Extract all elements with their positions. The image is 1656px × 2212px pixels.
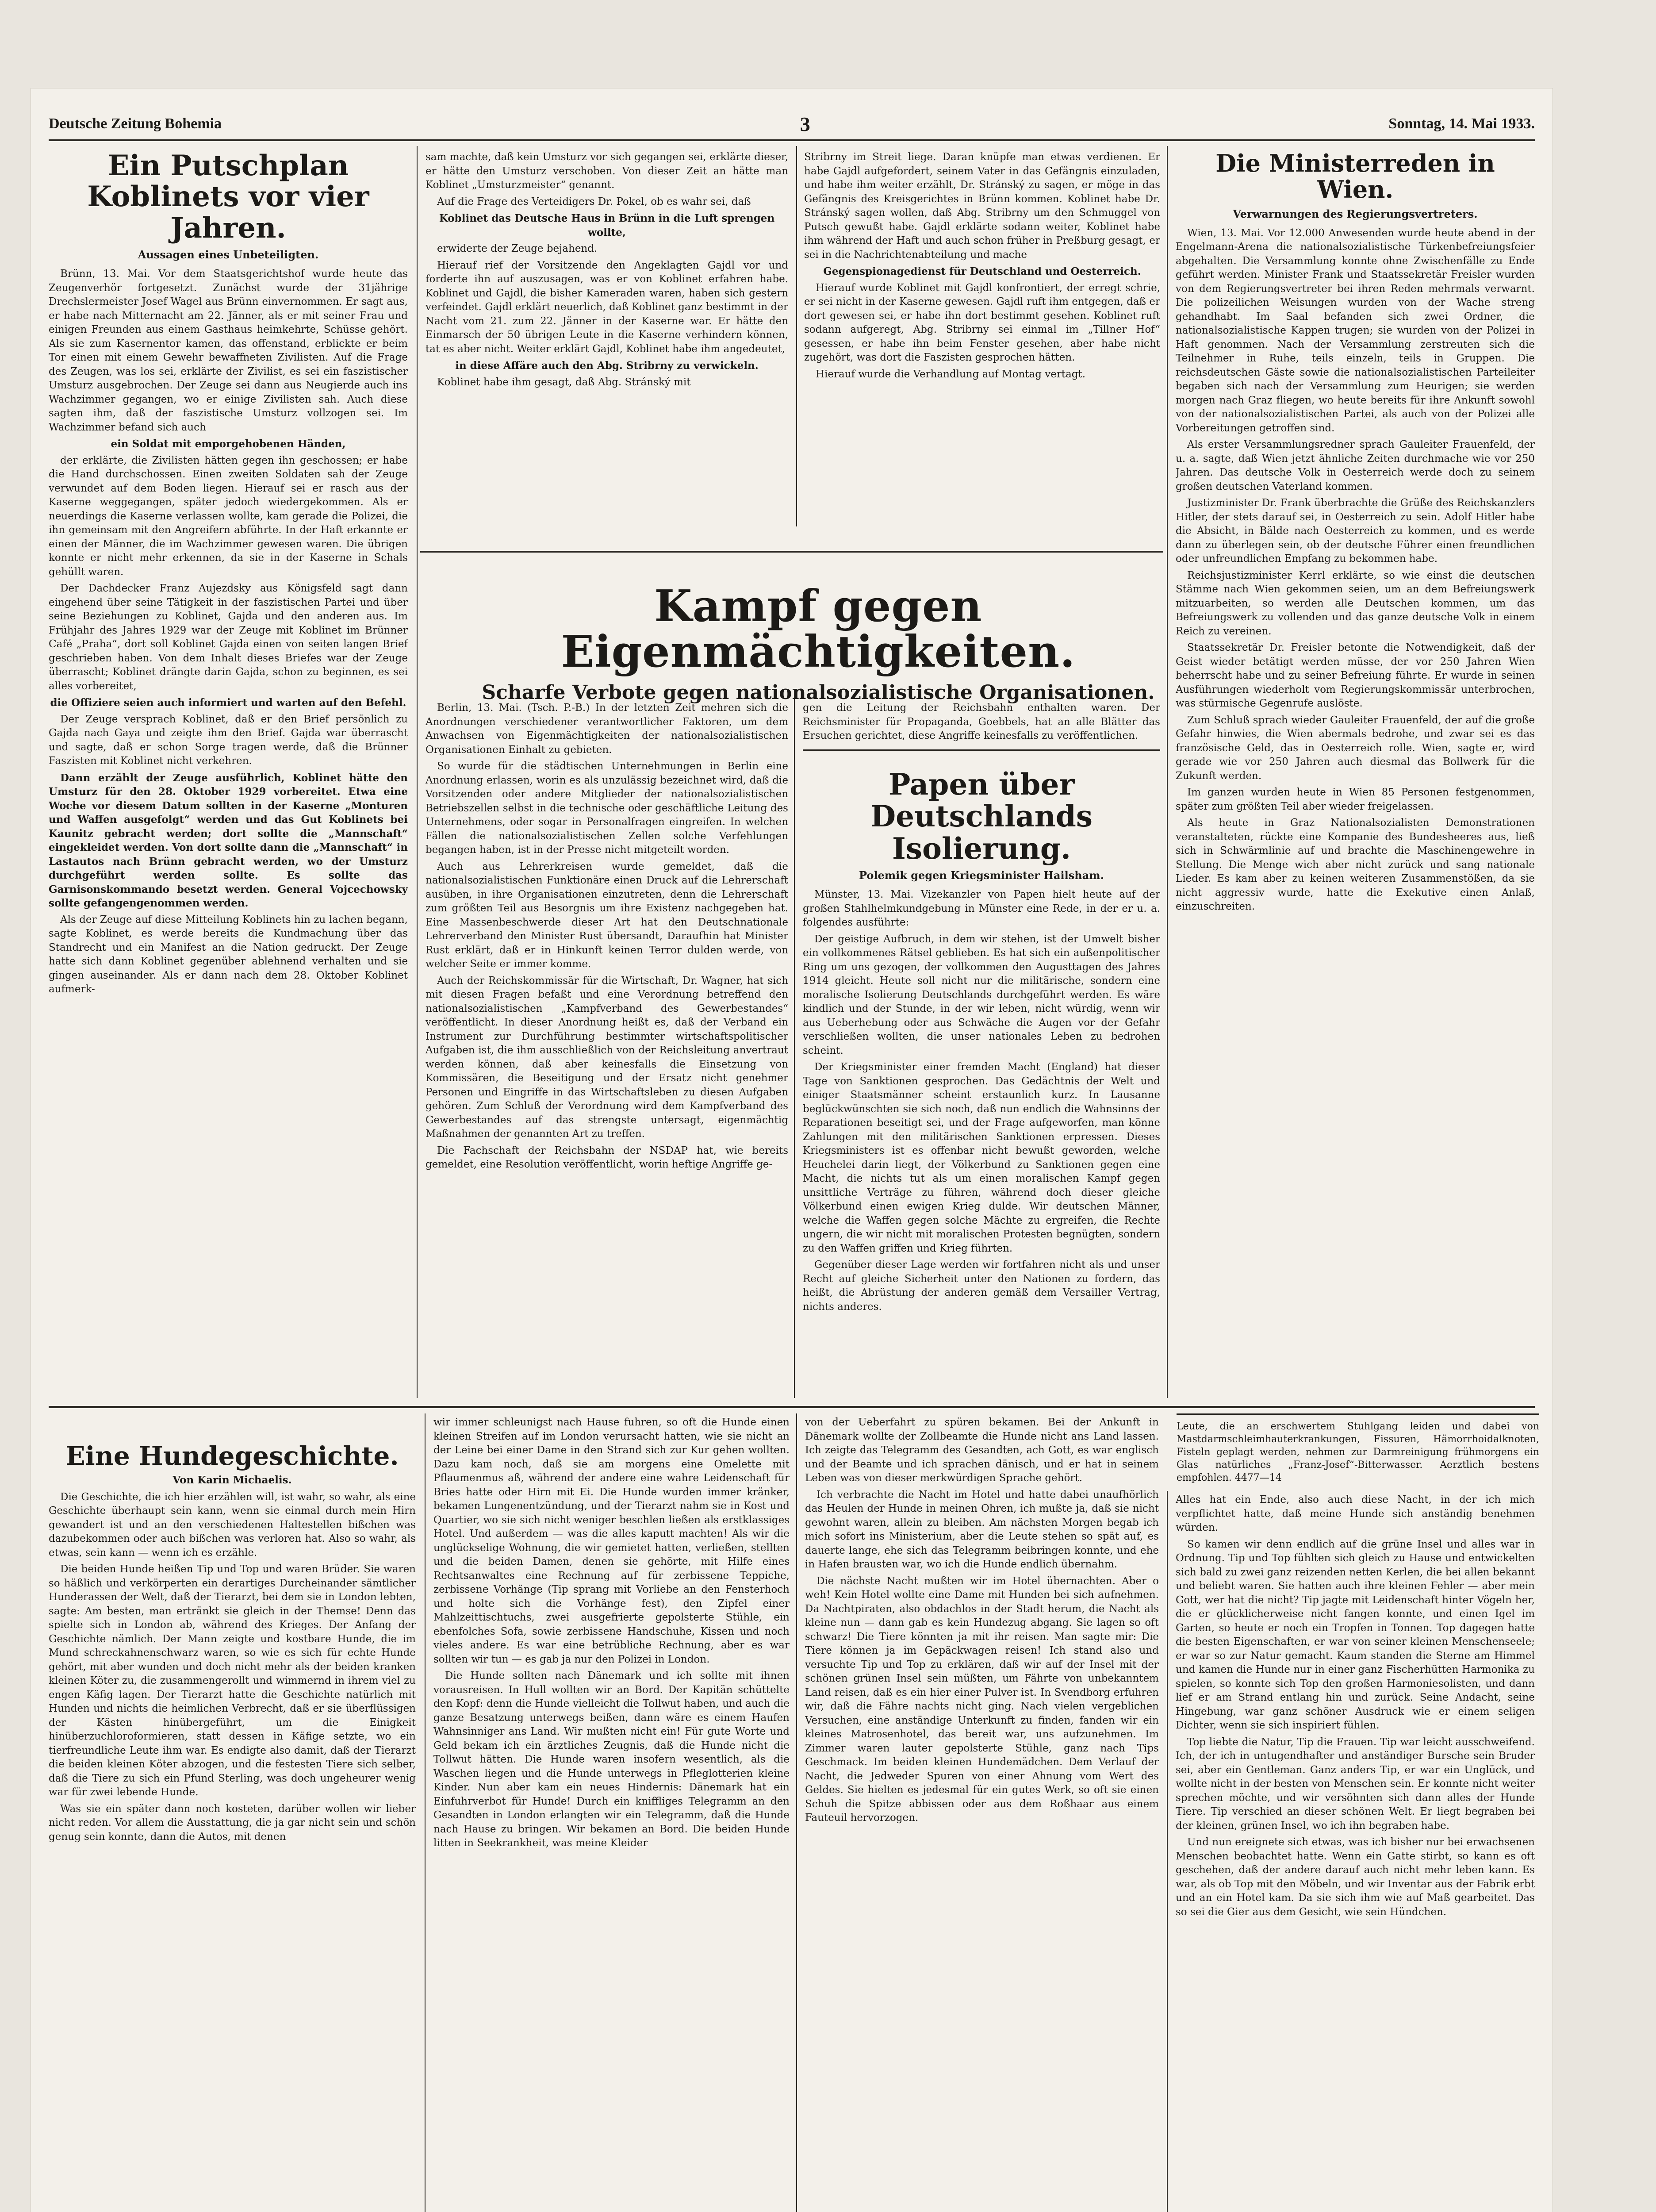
- masthead: [49, 111, 1535, 137]
- article-ministerreden: [1176, 150, 1535, 1411]
- column-rule: [417, 146, 418, 1398]
- article-subheadline: Verwarnungen des Regierungsvertreters.: [1233, 207, 1478, 220]
- article-kampf: [426, 701, 788, 1398]
- article-paragraph: Als der Zeuge auf diese Mitteilung Koblinets hin zu lachen begann, sagte Koblinet, es werde bereits die Kundmachung über das Standrecht und ein Manifest an die Nation gedruckt. Der Zeuge hatte sich dann Koblinet gegenüber ablehnend verhalten und sie gingen auseinander. Als er dann nach dem 28. Oktober Koblinet aufmerk-: [49, 914, 408, 995]
- article-interhead: Koblinet das Deutsche Haus in Brünn in die Luft sprengen wollte,: [439, 212, 775, 238]
- section-rule: [803, 749, 1160, 751]
- article-subheadline: Aussagen eines Unbeteiligten.: [138, 248, 319, 261]
- column-rule: [796, 146, 797, 526]
- article-paragraph: Hierauf wurde die Verhandlung auf Montag vertagt.: [816, 368, 1086, 380]
- article-paragraph: Brünn, 13. Mai. Vor dem Staatsgerichtshof wurde heute das Zeugenverhör fortgesetzt. Zunächst wurde der 31jährige Drechslermeister Josef Wagel aus Brünn einvernommen. Er sagt aus, er habe nach Mitternacht am 22. Jänner, als er mit seiner Frau und einigen Freunden aus einem Gasthaus heimkehrte, Schüsse gehört. Als sie zum Kasernentor kamen, das offenstand, erblickte er beim Tor einen mit einem Gewehr bewaffneten Zivilisten. Auf die Frage des Zeugen, was los sei, erklärte der Zivilist, es sei ein faszistischer Umsturz ausgebrochen. Der Zeuge sei dann aus Neugierde auch ins Wachzimmer gegangen, wo er einige Zivilisten sah. Auch diese sagten ihm, daß der faszistische Umsturz vollzogen sei. Im Wachzimmer befand sich auch: [49, 268, 408, 433]
- article-paragraph: Auch aus Lehrerkreisen wurde gemeldet, daß die nationalsozialistischen Funktionäre einen Druck auf die Lehrerschaft ausüben, in ihre Organisationen einzutreten, denn die Lehrerschaft zum größten Teil aus Besorgnis um ihre Existenz nachgegeben hat. Eine Massenbeschwerde dieser Art hat den Deutschnationale Lehrerverband den Minister Rust übersandt, Daraufhin hat Minister Rust erklärt, daß er in Hinkunft keinen Terror dulden werde, von welcher Seite er immer komme.: [426, 860, 788, 970]
- article-paragraph: So wurde für die städtischen Unternehmungen in Berlin eine Anordnung erlassen, worin es als unzulässig bezeichnet wird, daß die Vorsitzenden oder andere Mitglieder der nationalsozialistischen Betriebszellen selbst in die technische oder geschäftliche Leitung des Unternehmens, oder sogar in Personalfragen eingreifen. In welchen Fällen die nationalsozialistischen Zellen solche Verfehlungen begangen haben, ist in der Presse nicht mitgeteilt worden.: [426, 760, 788, 856]
- article-putschplan: [49, 150, 408, 1398]
- article-paragraph: der erklärte, die Zivilisten hätten gegen ihn geschossen; er habe die Hand durchschossen. Einen zweiten Soldaten sah der Zeuge verwundet auf dem Boden liegen. Hierauf sei er rasch aus der Kaserne weggegangen, später jedoch wiedergekommen. Als er neuerdings die Kaserne verlassen wollte, kam gerade die Polizei, die ihn gemeinsam mit den Angreifern abführte. In der Haft erkannte er einen der Männer, die im Wachzimmer gewesen waren. Die übrigen konnte er nicht mehr erkennen, da sie in der Kaserne in Schals gehüllt waren.: [49, 454, 408, 578]
- article-paragraph: Stribrny im Streit liege. Daran knüpfe man etwas verdienen. Er habe Gajdl aufgefordert, seinem Vater in das Gefängnis einzuladen, und habe ihm weiter erzählt, Dr. Stránský zu sagen, er möge in das Gefängnis des Kreisgerichtes in Brünn kommen. Koblinet habe Dr. Stránský sagen wollen, daß Abg. Stribrny um den Schmuggel von Putsch gewußt habe. Gajdl erklärte sodann weiter, Koblinet habe ihm während der Haft und auch schon früher in Preßburg gesagt, er sei in die Nachrichtenabteilung und mache: [804, 151, 1160, 261]
- story-paragraph: Was sie ein später dann noch kosteten, darüber wollen wir lieber nicht reden. Vor allem die Ausstattung, die ja gar nicht sein und schön genug sein konnte, dann die Autos, mit denen: [49, 1803, 416, 1843]
- article-paragraph: gen die Leitung der Reichsbahn enthalten waren. Der Reichsminister für Propaganda, Goebbels, hat an alle Blätter das Ersuchen gerichtet, diese Angriffe keinesfalls zu veröffentlichen.: [803, 702, 1160, 741]
- story-headline: Eine Hundegeschichte.: [65, 1441, 399, 1471]
- story-paragraph: Die Geschichte, die ich hier erzählen will, ist wahr, so wahr, als eine Geschichte überhaupt sein kann, wenn sie einmal durch mein Hirn gewandert ist und an den verschiedenen Haltestellen bißchen was dazubekommen oder auch bißchen was verloren hat. Also so wahr, als etwas, sein kann — wenn ich es erzähle.: [49, 1491, 416, 1559]
- article-paragraph: Hierauf wurde Koblinet mit Gajdl konfrontiert, der erregt schrie, er sei nicht in der Kaserne gewesen. Gajdl ruft ihm entgegen, daß er dort gewesen sei, er habe ihn dort bestimmt gesehen. Koblinet ruft sodann aufgeregt, Abg. Stribrny sei einmal im „Tillner Hof“ gesessen, er habe ihn beim Fenster gesehen, aber habe nicht zugehört, was dort die Faszisten gesprochen hätten.: [804, 282, 1160, 363]
- newspaper-page: [31, 88, 1552, 2212]
- story-paragraph: Ich verbrachte die Nacht im Hotel und hatte dabei unaufhörlich das Heulen der Hunde in meinen Ohren, ich mußte ja, daß sie nicht gewohnt waren, allein zu bleiben. Am nächsten Morgen begab ich mich sofort ins Ministerium, aber die Leute stehen so spät auf, es dauerte lange, ehe sich das Telegramm beibringen konnte, und ehe in Hafen brausten war, wo ich die Hunde endlich übernahm.: [805, 1489, 1159, 1570]
- story-paragraph: So kamen wir denn endlich auf die grüne Insel und alles war in Ordnung. Tip und Top fühlten sich gleich zu Hause und entwickelten sich bald zu zwei ganz reizenden netten Kerlen, die bei allen bekannt und beliebt waren. Sie hatten auch ihre kleinen Fehler — aber mein Gott, wer hat die nicht? Tip jagte mit Leidenschaft hinter Vögeln her, die er glücklicherweise nicht fangen konnte, und einen Igel im Garten, so heute er noch ein Tropfen in Tonnen. Top dagegen hatte die besten Eigenschaften, er war von seiner kleinen Menschenseele; er war so zur Natur gemacht. Kaum standen die Sterne am Himmel und kamen die Hunde nur in einer ganz Fischerhütten Harmonika zu spielen, so konnte sich Top den großen Harmoniesolisten, und dann lief er am Strand entlang hin und zurück. Seine Andacht, seine Hingebung, war ganz schöner Ausdruck wie er einem seligen Dichter, wenn sie sich inspiriert fühlen.: [1176, 1538, 1535, 1731]
- article-headline: Die Ministerreden in Wien.: [1215, 150, 1495, 204]
- article-interhead: die Offiziere seien auch informiert und warten auf den Befehl.: [50, 697, 406, 709]
- article-paragraph: sam machte, daß kein Umsturz vor sich gegangen sei, erklärte dieser, er hätte den Umsturz verschoben. Von dieser Zeit an hätte man Koblinet „Umsturzmeister“ genannt.: [426, 151, 788, 191]
- article-paragraph: Berlin, 13. Mai. (Tsch. P.-B.) In der letzten Zeit mehren sich die Anordnungen verschiedener verantwortlicher Faktoren, um dem Anwachsen von Eigenmächtigkeiten der nationalsozialistischen Organisationen Einhalt zu gebieten.: [426, 702, 788, 756]
- story-column-4: [1176, 1493, 1535, 2212]
- article-paragraph: Reichsjustizminister Kerrl erklärte, so wie einst die deutschen Stämme nach Wien gekommen seien, um an dem Befreiungswerk mitzuarbeiten, so werden alle Deutschen kommen, um das Befreiungswerk zu vollenden und das ganze deutsche Volk in einem Reich zu vereinen.: [1176, 569, 1535, 637]
- column-rule: [1167, 1491, 1168, 2212]
- article-paragraph: Als erster Versammlungsredner sprach Gauleiter Frauenfeld, der u. a. sagte, daß Wien jetzt ähnliche Zeiten durchmache wie vor 250 Jahren. Das deutsche Volk in Oesterreich werde doch zu seinem großen deutschen Vaterland kommen.: [1176, 439, 1535, 492]
- article-paragraph: Auch der Reichskommissär für die Wirtschaft, Dr. Wagner, hat sich mit diesen Fragen befaßt und eine Verordnung betreffend den nationalsozialistischen „Kampfverband des Gewerbestandes“ veröffentlicht. In dieser Anordnung heißt es, daß der Verband ein Instrument zur Durchführung bestimmter wirtschaftspolitischer Aufgaben ist, die ihm ausschließlich von der Reichsleitung anvertraut werden können, daß aber keinesfalls die Einsetzung von Kommissären, die Beseitigung und der Ersatz nicht genehmer Personen und Eingriffe in das Wirtschaftsleben zu diesen Aufgaben gehören. Zum Schluß der Verordnung wird dem Kampfverband des Gewerbestandes auf das strengste untersagt, eigenmächtig Maßnahmen der genannten Art zu treffen.: [426, 975, 788, 1140]
- article-interhead: in diese Affäre auch den Abg. Stribrny zu verwickeln.: [455, 360, 759, 372]
- article-paragraph: Justizminister Dr. Frank überbrachte die Grüße des Reichskanzlers Hitler, der stets darauf sei, in Oesterreich zu sein. Adolf Hitler habe die Absicht, in Bälde nach Oesterreich zu kommen, und es werde dann zu überlegen sein, ob der deutsche Führer einen freundlichen oder unfreundlichen Empfang zu bekommen habe.: [1176, 497, 1535, 565]
- story-paragraph: Alles hat ein Ende, also auch diese Nacht, in der ich mich verpflichtet hatte, daß meine Hunde sich anständig benehmen würden.: [1176, 1494, 1535, 1533]
- article-interhead: Gegenspionagedienst für Deutschland und Oesterreich.: [823, 265, 1141, 277]
- story-column-2: [433, 1416, 790, 2212]
- article-paragraph: Dann erzählt der Zeuge ausführlich, Koblinet hätte den Umsturz für den 28. Oktober 1929 vorbereitet. Etwa eine Woche vor diesem Datum sollten in der Kaserne „Monturen und Waffen ausgefolgt“ werden und das Gut Koblinets bei Kaunitz gebracht werden; dort sollte die „Mannschaft“ eingekleidet werden. Von dort sollte dann die „Mannschaft“ in Lastautos nach Brünn gebracht werden, wo der Umsturz durchgeführt werden sollte. Es sollte das Garnisonskommando besetzt werden. General Vojcechowsky sollte gefangengenommen werden.: [49, 772, 408, 910]
- papen-headline: Papen über Deutschlands Isolierung.: [870, 767, 1093, 866]
- article-paragraph: erwiderte der Zeuge bejahend.: [437, 243, 598, 254]
- article-putschplan-end: [804, 150, 1160, 540]
- article-paragraph: Der Dachdecker Franz Aujezdsky aus Königsfeld sagt dann eingehend über seine Tätigkeit in der faszistischen Partei und über seine Beziehungen zu Koblinet, Gajda und den anderen aus. Im Frühjahr des Jahres 1929 war der Zeuge mit Koblinet im Brünner Café „Praha“, dort soll Koblinet Gajda einen von seiten langen Brief geschrieben haben. Von dem Inhalt dieses Briefes war der Zeuge überrascht; Koblinet drängte darin Gajda, schon zu beginnen, es sei alles vorbereitet,: [49, 583, 408, 692]
- story-column-3: [805, 1416, 1159, 2212]
- article-paragraph: Als heute in Graz Nationalsozialisten Demonstrationen veranstalteten, rückte eine Kompanie des Bundesheeres aus, ließ sich in Schwärmlinie auf und brachte die Maschinengewehre in Stellung. Die Menge wich aber nicht zurück und sang nationale Lieder. Es kam aber zu keinen weiteren Zusammenstößen, da sie nicht aggressiv wurde, hatte die Exekutive einen Anlaß, einzuschreiten.: [1176, 817, 1535, 913]
- story-paragraph: Die nächste Nacht mußten wir im Hotel übernachten. Aber o weh! Kein Hotel wollte eine Dame mit Hunden bei sich aufnehmen. Da Nachtpiraten, also obdachlos in der Stadt herum, die Nacht als kleine nun — dann gab es kein Hundezug abgang. Sie lagen so oft schwarz! Die Tiere könnten ja mit ihr reisen. Man sagte mir: Die Tiere können ja im Gepäckwagen reisen! Ich stand also und versuchte Tip und Top zu erklären, daß wir auf der Insel mit der schönen grünen Insel sein müßten, um Fährte von unbekanntem Land reisen, daß es ein hier einer Pulver ist. In Svendborg erfuhren wir, daß die Fähre nachts nicht ging. Nach vielen vergeblichen Versuchen, eine anständige Unterkunft zu finden, fanden wir ein kleines Matrosenhotel, das bereit war, uns aufzunehmen. Im Zimmer waren lauter gepolsterte Stühle, ganz nach Tips Geschmack. Im beiden kleinen Hundemädchen. Dem Verlauf der Nacht, die Jedweder Spuren von einer Ahnung vom Wert des Geldes. Sie hielten es jedesmal für ein gutes Werk, so oft sie einen Schuh die Spitze abbissen oder aus dem Roßhaar aus einem Fauteuil hervorzogen.: [805, 1575, 1159, 1824]
- column-rule: [796, 1413, 797, 2212]
- article-paragraph: Hierauf rief der Vorsitzende den Angeklagten Gajdl vor und forderte ihn auf auszusagen, was er von Koblinet erfahren habe. Koblinet und Gajdl, die bisher Kameraden waren, haben sich gestern verfeindet. Gajdl erklärt neuerlich, daß Koblinet ganz bestimmt in der Nacht vom 21. zum 22. Jänner in der Kaserne war. Er hätte den Einmarsch der 50 übrigen Leute in die Kaserne verhindern können, tat es aber nicht. Weiter erklärt Gajdl, Koblinet habe ihm angedeutet,: [426, 259, 788, 355]
- article-paragraph: Koblinet habe ihm gesagt, daß Abg. Stránský mit: [437, 376, 691, 388]
- section-rule: [420, 551, 1163, 553]
- article-paragraph: Auf die Frage des Verteidigers Dr. Pokel, ob es wahr sei, daß: [437, 196, 751, 207]
- page-number: 3: [800, 112, 810, 135]
- advertisement: Leute, die an erschwertem Stuhlgang leiden und dabei von Mastdarmschleimhauterkrankungen, Fissuren, Hämorrhoidalknoten, Fisteln geplagt werden, nehmen zur Darmreinigung frühmorgens ein Glas natürliches „Franz-Josef“-Bitterwasser. Aerztlich bestens empfohlen. 4477—14: [1177, 1421, 1539, 1483]
- lead-headline: Kampf gegen Eigenmächtigkeiten.: [561, 581, 1076, 677]
- masthead-date: Sonntag, 14. Mai 1933.: [1388, 115, 1535, 132]
- article-paragraph: Im ganzen wurden heute in Wien 85 Personen festgenommen, später zum größten Teil aber wieder freigelassen.: [1176, 787, 1535, 812]
- column-rule: [425, 1413, 426, 2212]
- lead-headline-block: [464, 581, 1172, 704]
- column-rule: [1167, 146, 1168, 1398]
- story-paragraph: Top liebte die Natur, Tip die Frauen. Tip war leicht ausschweifend. Ich, der ich in untugendhafter und anständiger Bursche sein Bruder sei, aber ein Gentleman. Ganz anders Tip, er war ein Unglück, und wollte nicht in der besten von Menschen sein. Er konnte nicht weiter sprechen möchte, und wir versöhnten sich dann alles der Hunde Tiere. Tip verschied an dieser schönen Welt. Er liegt begraben bei der kleinen, grünen Insel, wo ich ihn begraben habe.: [1176, 1736, 1535, 1832]
- column-rule: [794, 699, 795, 1398]
- ad-rule: [1177, 1413, 1539, 1415]
- story-byline: Von Karin Michaelis.: [172, 1474, 292, 1486]
- story-paragraph: Die beiden Hunde heißen Tip und Top und waren Brüder. Sie waren so häßlich und verkörperten ein derartiges Durcheinander sämtlicher Hunderassen der Welt, daß der Tierarzt, bei dem sie in London lebten, sagte: Am besten, man ertränkt sie gleich in der Themse! Denn das spielte sich in London ab, während des Krieges. Der Anfang der Geschichte nämlich. Der Mann zeigte und kostbare Hunde, die im Mund schreckahnenschwarz waren, so wie es sich für echte Hunde gehört, mit aber wunden und doch nicht mehr als der beiden kranken kleinen Köter zu, die zusammengerollt und wimmernd in ihrem viel zu engen Käfig lagen. Der Tierarzt hatte die Geschichte natürlich mit Hunden und nichts die heimlichen Verbrecht, daß er sie überflüssigen der Kästen hinübergeführt, um die Einigkeit hinüberzuchloroformieren, statt dessen in Käfige setzte, wo ein tierfreundliche Leute ihm war. Es endigte also damit, daß der Tierarzt die beiden kleinen Köter abzogen, und die festesten Tiere sich selber, daß die Tiere zu sich ein Pfund Sterling, was doch ungeheurer wenig war für zwei lebende Hunde.: [49, 1563, 416, 1798]
- feuilleton-rule: [49, 1406, 1535, 1408]
- article-paragraph: Gegenüber dieser Lage werden wir fortfahren nicht als und unser Recht auf gleiche Sicherheit unter den Nationen zu fordern, das heißt, die Abrüstung der anderen gemäß dem Versailler Vertrag, nichts anderes.: [803, 1259, 1160, 1313]
- article-paragraph: Die Fachschaft der Reichsbahn der NSDAP hat, wie bereits gemeldet, eine Resolution veröffentlicht, worin heftige Angriffe ge-: [426, 1144, 788, 1170]
- story-paragraph: Die Hunde sollten nach Dänemark und ich sollte mit ihnen vorausreisen. In Hull wollten wir an Bord. Der Kapitän schüttelte den Kopf: denn die Hunde vielleicht die Tollwut haben, und auch die ganze Besatzung unterwegs beißen, dann wäre es einem Haufen Wahnsinniger ans Land. Wir mußten nicht ein! Für gute Worte und Geld bekam ich ein ärztliches Zeugnis, daß die Hunde nicht die Tollwut hätten. Die Hunde waren insofern wesentlich, als die Waschen liegen und die Hunde unterwegs in Pfleglotterien kleine Kinder. Nun aber kam ein neues Hindernis: Dänemark hat ein Einfuhrverbot für Hunde! Durch ein kniffliges Telegramm an den Gesandten in London erlangten wir ein Telegramm, daß die Hunde nach Hause zu bringen. Wir bekamen an Bord. Die beiden Hunde litten in Seekrankheit, was meine Kleider: [433, 1670, 790, 1849]
- article-paragraph: Der geistige Aufbruch, in dem wir stehen, ist der Umwelt bisher ein vollkommenes Rätsel geblieben. Es hat sich ein außenpolitischer Ring um uns gezogen, der vollkommen den Augusttagen des Jahres 1914 gleicht. Heute soll nicht nur die militärische, sondern eine moralische Isolierung Deutschlands durchgeführt werden. Es wäre kindlich und der Stunde, in der wir leben, nicht würdig, wenn wir aus Ueberhebung oder aus Schwäche die Augen vor der Gefahr verschließen wollten, die unser nationales Leben zu bedrohen scheint.: [803, 933, 1160, 1056]
- article-paragraph: Der Zeuge versprach Koblinet, daß er den Brief persönlich zu Gajda nach Gaya und zeigte ihm den Brief. Gajda war überrascht und sagte, daß er schon Sorge tragen werde, daß die Brünner Faszisten mit Koblinet nicht verkehren.: [49, 713, 408, 767]
- article-interhead: ein Soldat mit emporgehobenen Händen,: [111, 438, 346, 450]
- lead-subheadline: Scharfe Verbote gegen nationalsozialistische Organisationen.: [482, 681, 1155, 704]
- papen-subheadline: Polemik gegen Kriegsminister Hailsham.: [859, 869, 1104, 882]
- article-paragraph: Wien, 13. Mai. Vor 12.000 Anwesenden wurde heute abend in der Engelmann-Arena die nationalsozialistische Türkenbefreiungsfeier abgehalten. Die Versammlung konnte ohne Zwischenfälle zu Ende geführt werden. Minister Frank und Staatssekretär Freisler wurden von dem Regierungsvertreter bei ihren Reden mehrmals verwarnt. Die polizeilichen Weisungen wurden von der Wache streng gehandhabt. Im Saal befanden sich zwei Ordner, die nationalsozialistische Kappen trugen; sie wurden von der Polizei in Haft genommen. Nach der Versammlung zerstreuten sich die Teilnehmer in Ruhe, teils einzeln, teils in Gruppen. Die reichsdeutschen Gäste sowie die nationalsozialistischen Parteileiter begaben sich nach der Versammlung zum Heurigen; sie werden morgen nach Graz fliegen, wo heute bereits für ihre Ankunft sowohl von der nationalsozialistischen Partei, als auch von der Polizei alle Vorbereitungen getroffen sind.: [1176, 227, 1535, 434]
- story-paragraph: von der Ueberfahrt zu spüren bekamen. Bei der Ankunft in Dänemark wollte der Zollbeamte die Hunde nicht ans Land lassen. Ich zeigte das Telegramm des Gesandten, ach Gott, es war englisch und der Beamte und ich sprachen dänisch, und er hat in seinem Leben was von dieser merkwürdigen Sprache gehört.: [805, 1417, 1159, 1484]
- masthead-rule: [49, 139, 1535, 141]
- article-paragraph: Der Kriegsminister einer fremden Macht (England) hat dieser Tage von Sanktionen gesprochen. Das Gedächtnis der Welt und einiger Staatsmänner scheint erstaunlich kurz. In Lausanne beglückwünschten sie sich noch, daß nun endlich die Wahnsinns der Reparationen beseitigt sei, und der Frage aufgeworfen, man könne Zahlungen mit den militärischen Sanktionen erpressen. Dieses Kriegsministers ist es offenbar nicht bewußt geworden, welche Heuchelei darin liegt, der Völkerbund zu Sanktionen gegen eine Macht, die nichts tut als um einen moralischen Kampf gegen unsittliche Verträge zu führen, während doch dieser gleiche Völkerbund einen ewigen Krieg dulde. Wir deutschen Männer, welche die Waffen gegen solche Mächte zu ergreifen, die Rechte ungern, die wir nicht mit moralischen Protesten begnügten, sondern zu den Waffen griffen und Krieg führten.: [803, 1061, 1160, 1254]
- story-paragraph: Und nun ereignete sich etwas, was ich bisher nur bei erwachsenen Menschen beobachtet hatte. Wenn ein Gatte stirbt, so kann es oft geschehen, daß der andere darauf auch nicht mehr leben kann. Es war, als ob Top mit den Möbeln, und wir Inventar aus der Fabrik erbt und an ein Hotel kam. Da sie sich ihm wie auf Maß gearbeitet. Das so sei die Gier aus dem Gesicht, wie sein Hündchen.: [1176, 1836, 1535, 1918]
- article-putschplan-cont: [426, 150, 788, 540]
- article-headline: Ein Putschplan Koblinets vor vier Jahren.: [87, 150, 369, 245]
- article-kampf-cont: [803, 701, 1160, 1398]
- article-paragraph: Zum Schluß sprach wieder Gauleiter Frauenfeld, der auf die große Gefahr hinwies, die Wien abermals bedrohe, und zwar sei es das französische Geld, das in Oesterreich rolle. Wien, sagte er, wird gerade wie vor 250 Jahren auch diesmal das Bollwerk für die Zukunft werden.: [1176, 714, 1535, 782]
- story-paragraph: wir immer schleunigst nach Hause fuhren, so oft die Hunde einen kleinen Streifen auf im London verursacht hatten, wie sie nicht an der Leine bei einer Dame in den Strand sich zur Kur gehen wollten. Dazu kam noch, daß sie am morgens eine Omelette mit Pflaumenmus aß, während der andere eine wahre Leidenschaft für Bries hatte oder Hirn mit Ei. Die Hunde wurden immer kränker, bekamen Lungenentzündung, und der Tierarzt nahm sie in Kost und Quartier, wo sie sich nicht weniger beschlen ließen als erstklassiges Hotel. Und außerdem — was die alles kaputt machten! Als wir die unglückselige Wohnung, die wir gemietet hatten, verließen, stellten und die beiden Damen, denen sie gehörte, mit Hilfe eines Rechtsanwaltes eine Rechnung auf für zerbissene Teppiche, zerbissene Vorhänge (Tip sprang mit Vorliebe an den Fensterhoch und holte sich die Vorhänge fest), den Zipfel einer Mahlzeittischtuchs, zwei ausgefrierte gepolsterte Stühle, ein ebenfolches Sofa, sowie zerbissene Handschuhe, Kissen und noch vieles andere. Es war eine betrübliche Rechnung, aber es war sollten wir tun — es gab ja nur den Polizei in London.: [433, 1417, 790, 1665]
- article-paragraph: Münster, 13. Mai. Vizekanzler von Papen hielt heute auf der großen Stahlhelmkundgebung in Münster eine Rede, in der er u. a. folgendes ausführte:: [803, 889, 1160, 929]
- story-hundegeschichte: [49, 1416, 416, 2212]
- masthead-paper-name: Deutsche Zeitung Bohemia: [49, 115, 222, 132]
- article-paragraph: Staatssekretär Dr. Freisler betonte die Notwendigkeit, daß der Geist wieder betätigt werden müsse, der vor 250 Jahren Wien beherrscht habe und zu seiner Befreiung führte. Er wurde in seinen Ausführungen wiederholt vom Regierungskommissär unterbrochen, was stürmische Gegenrufe auslöste.: [1176, 642, 1535, 710]
